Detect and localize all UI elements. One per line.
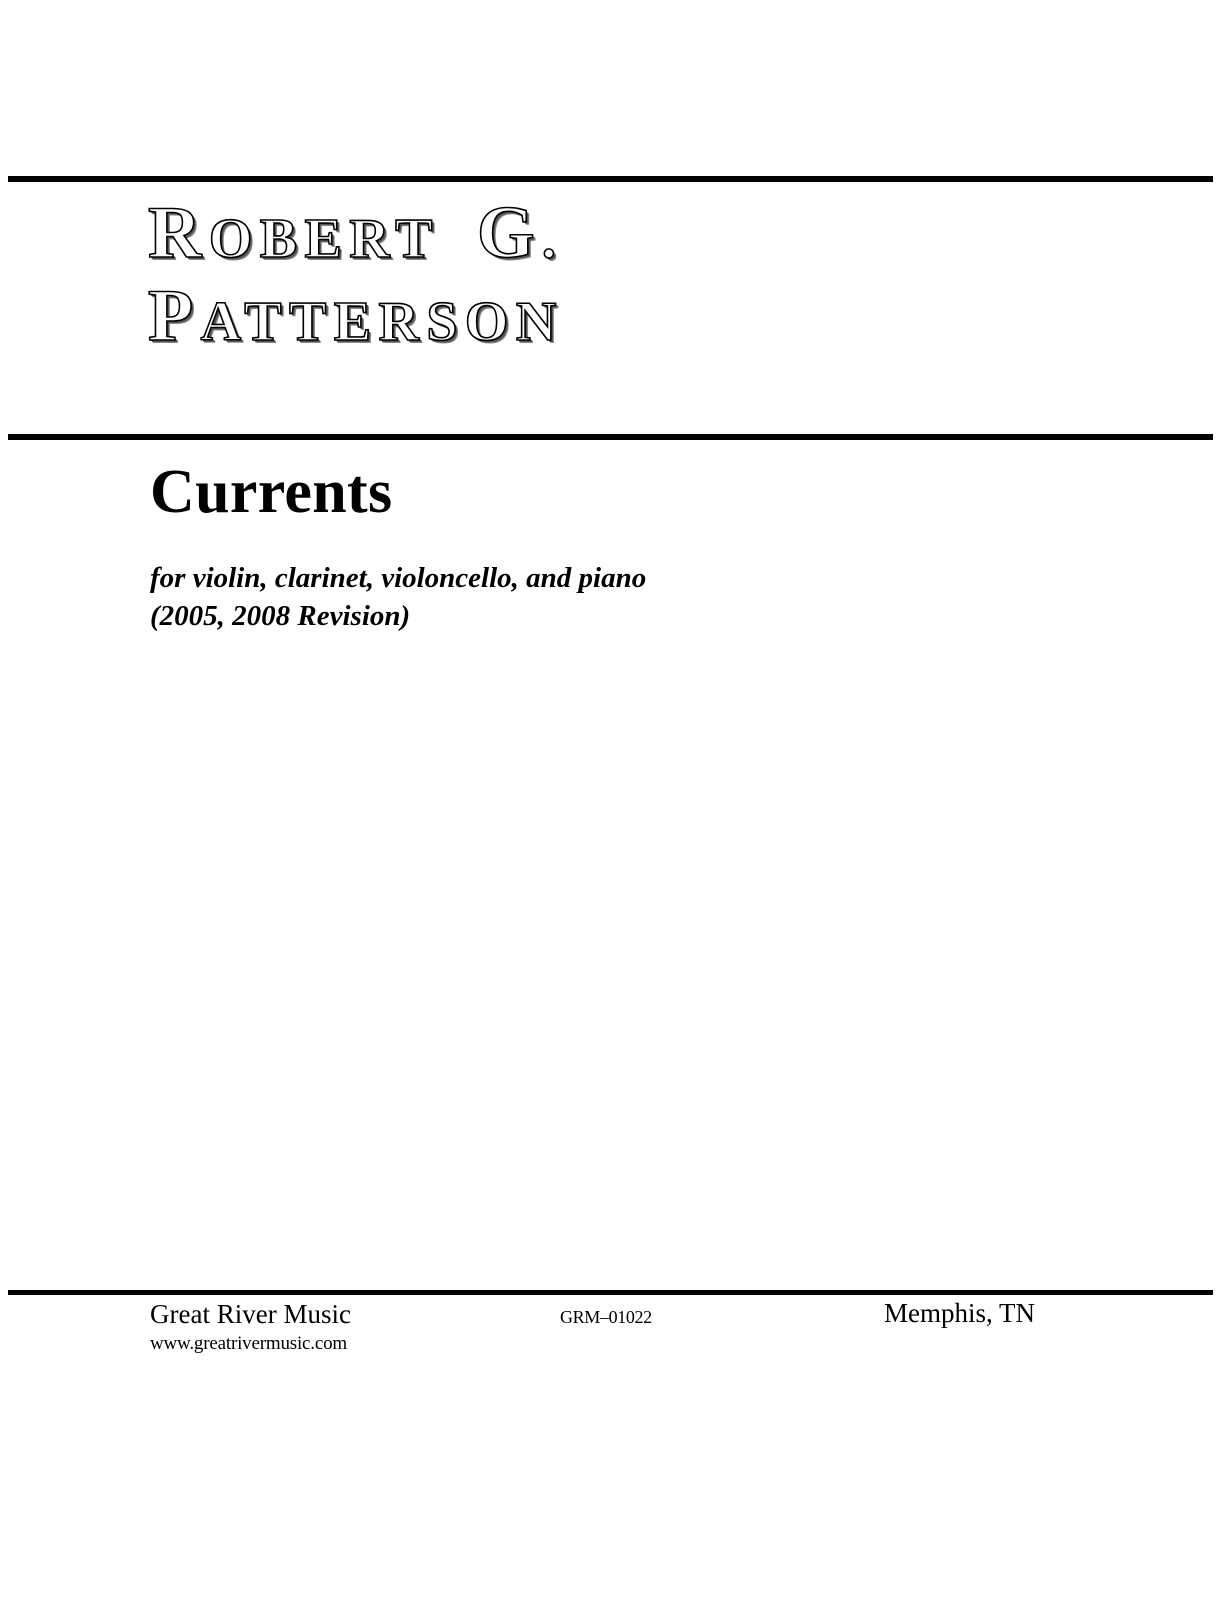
composer-line1-remainder: OBERT	[208, 208, 440, 270]
composer-line2-remainder: ATTERSON	[200, 291, 564, 354]
top-divider-rule	[8, 176, 1213, 182]
work-subtitle	[150, 560, 646, 635]
work-title: Currents	[150, 458, 393, 526]
publisher-website[interactable]: www.greatrivermusic.com	[150, 1333, 347, 1354]
composer-name-line-2	[148, 275, 1048, 358]
composer-line1-leading-cap: R	[148, 192, 209, 274]
publisher-name: Great River Music	[150, 1299, 351, 1329]
composer-line2-leading-cap: P	[148, 275, 201, 358]
publisher-city: Memphis, TN	[884, 1298, 1036, 1328]
composer-name-block	[148, 192, 1048, 358]
composer-line1-initial-period: .	[541, 208, 564, 270]
composition-date-line: (2005, 2008 Revision)	[150, 599, 411, 632]
middle-divider-rule	[8, 434, 1213, 440]
composer-line1-initial-cap: G	[476, 192, 542, 274]
composer-name-line-1	[148, 192, 1048, 274]
instrumentation-line: for violin, clarinet, violoncello, and piano	[150, 562, 647, 594]
catalog-number: GRM–01022	[560, 1307, 652, 1327]
bottom-divider-rule	[8, 1290, 1213, 1295]
